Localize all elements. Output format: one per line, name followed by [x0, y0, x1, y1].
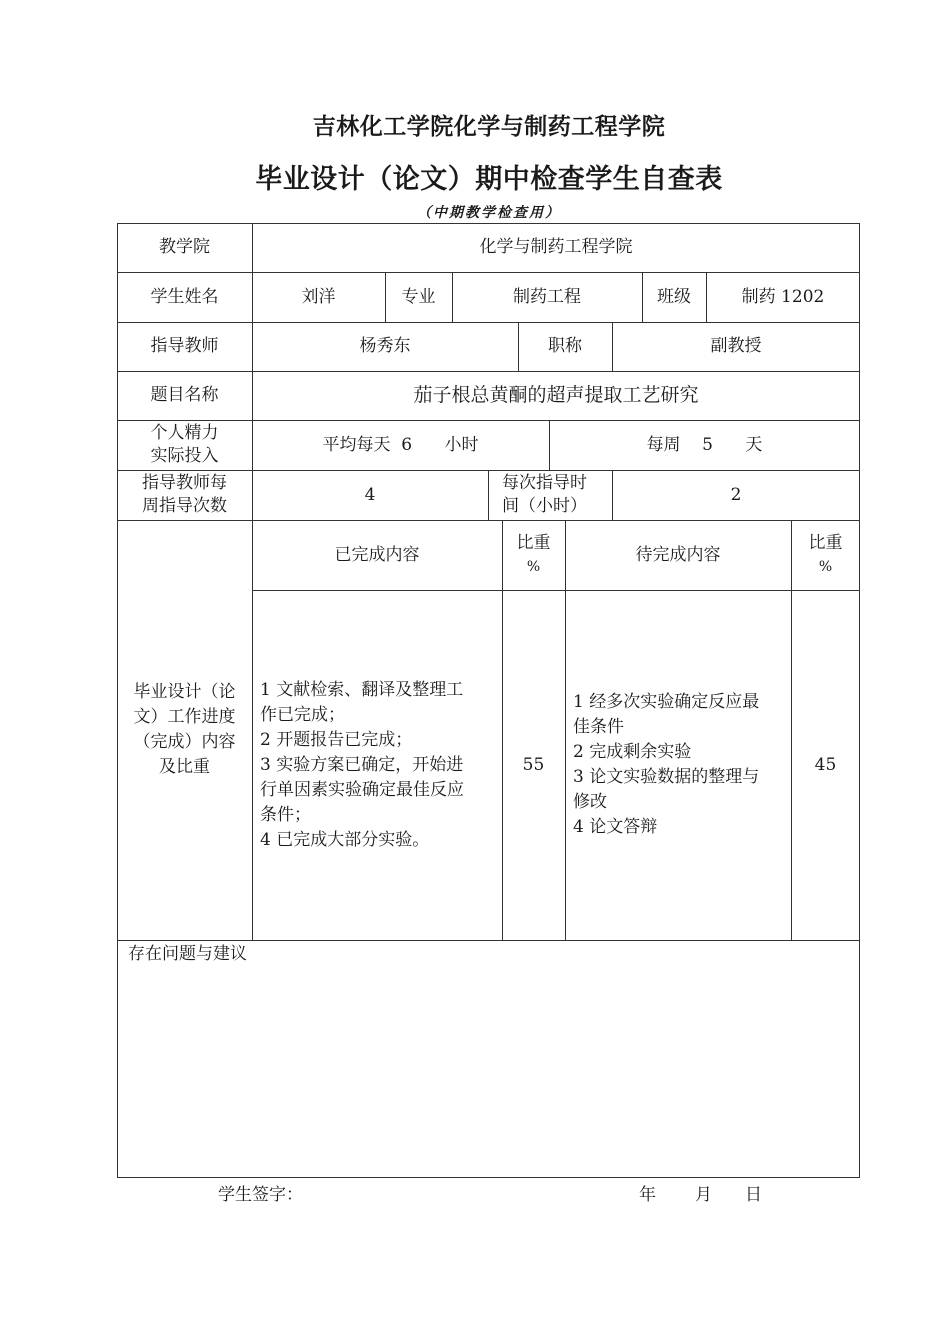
effort-label-line-2: 实际投入 [150, 446, 219, 466]
list-item: 1 经多次实验确定反应最 [573, 692, 760, 712]
daily-hours-value: 平均每天 6 小时 [322, 434, 479, 455]
issues-area[interactable] [118, 968, 859, 1177]
date-month: 月 [695, 1185, 712, 1205]
progress-label-line-2: 文）工作进度 [133, 707, 236, 727]
todo-weight-header-line-2: % [818, 559, 833, 575]
guidance-hours-value: 2 [730, 484, 742, 505]
major-value: 制药工程 [513, 286, 581, 307]
effort-label-line-1: 个人精力 [150, 423, 219, 443]
list-item: 4 已完成大部分实验。 [260, 829, 430, 850]
usage-note: （中期教学检查用） [417, 205, 561, 221]
topic-value: 茄子根总黄酮的超声提取工艺研究 [413, 384, 699, 406]
list-item: 作已完成； [260, 704, 345, 725]
major-label: 专业 [401, 286, 436, 307]
issues-label: 存在问题与建议 [128, 943, 247, 964]
college-label: 教学院 [159, 237, 210, 257]
list-item: 佳条件 [573, 717, 624, 737]
list-item: 1 文献检索、翻译及整理工 [260, 679, 464, 700]
progress-label-line-3: （完成）内容 [133, 732, 236, 752]
guidance-hours-label [488, 470, 612, 520]
class-value: 制药 1202 [741, 286, 825, 307]
school-title: 吉林化工学院化学与制药工程学院 [312, 114, 666, 140]
todo-weight-header-line-1: 比重 [808, 533, 843, 553]
advisor-value: 杨秀东 [359, 336, 411, 356]
hours-label-line-2: 间（小时） [502, 496, 587, 516]
student-name-label: 学生姓名 [150, 286, 219, 307]
done-weight-value: 55 [522, 754, 545, 775]
done-content-header: 已完成内容 [334, 544, 420, 565]
date-year: 年 [639, 1185, 656, 1205]
date-day: 日 [745, 1185, 762, 1205]
guidance-label-line-1: 指导教师每 [142, 473, 227, 493]
college-value: 化学与制药工程学院 [479, 237, 633, 257]
todo-content-header: 待完成内容 [635, 544, 721, 565]
advisor-label: 指导教师 [150, 336, 219, 356]
todo-weight-value: 45 [814, 754, 837, 775]
list-item: 4 论文答辩 [573, 817, 658, 837]
rank-value: 副教授 [710, 336, 762, 356]
progress-label [117, 520, 252, 940]
done-weight-header-line-2: % [526, 559, 541, 575]
todo-weight-header [791, 520, 860, 590]
todo-content-list [565, 590, 791, 940]
progress-label-line-1: 毕业设计（论 [133, 682, 236, 702]
form-title: 毕业设计（论文）期中检查学生自查表 [255, 164, 723, 195]
list-item: 3 实验方案已确定，开始进 [260, 754, 464, 775]
signature-field[interactable] [305, 1178, 605, 1204]
effort-label [117, 420, 252, 470]
signature-label: 学生签字： [218, 1185, 303, 1205]
list-item: 条件； [260, 804, 311, 825]
progress-label-line-4: 及比重 [159, 757, 210, 777]
list-item: 2 完成剩余实验 [573, 742, 692, 762]
list-item: 行单因素实验确定最佳反应 [260, 779, 464, 800]
done-weight-header-line-1: 比重 [516, 533, 551, 553]
list-item: 3 论文实验数据的整理与 [573, 767, 760, 787]
class-label: 班级 [657, 286, 691, 307]
done-content-list [252, 590, 502, 940]
guidance-label-line-2: 周指导次数 [142, 496, 227, 516]
student-name-value: 刘洋 [301, 286, 336, 307]
topic-label: 题目名称 [150, 385, 219, 405]
weekly-days-value: 每周 5 天 [646, 434, 763, 455]
done-weight-header [502, 520, 565, 590]
guidance-count-value: 4 [364, 484, 376, 505]
hours-label-line-1: 每次指导时 [502, 473, 587, 493]
rank-label: 职称 [548, 336, 582, 356]
list-item: 2 开题报告已完成； [260, 729, 413, 750]
guidance-count-label [117, 470, 252, 520]
list-item: 修改 [573, 792, 607, 812]
